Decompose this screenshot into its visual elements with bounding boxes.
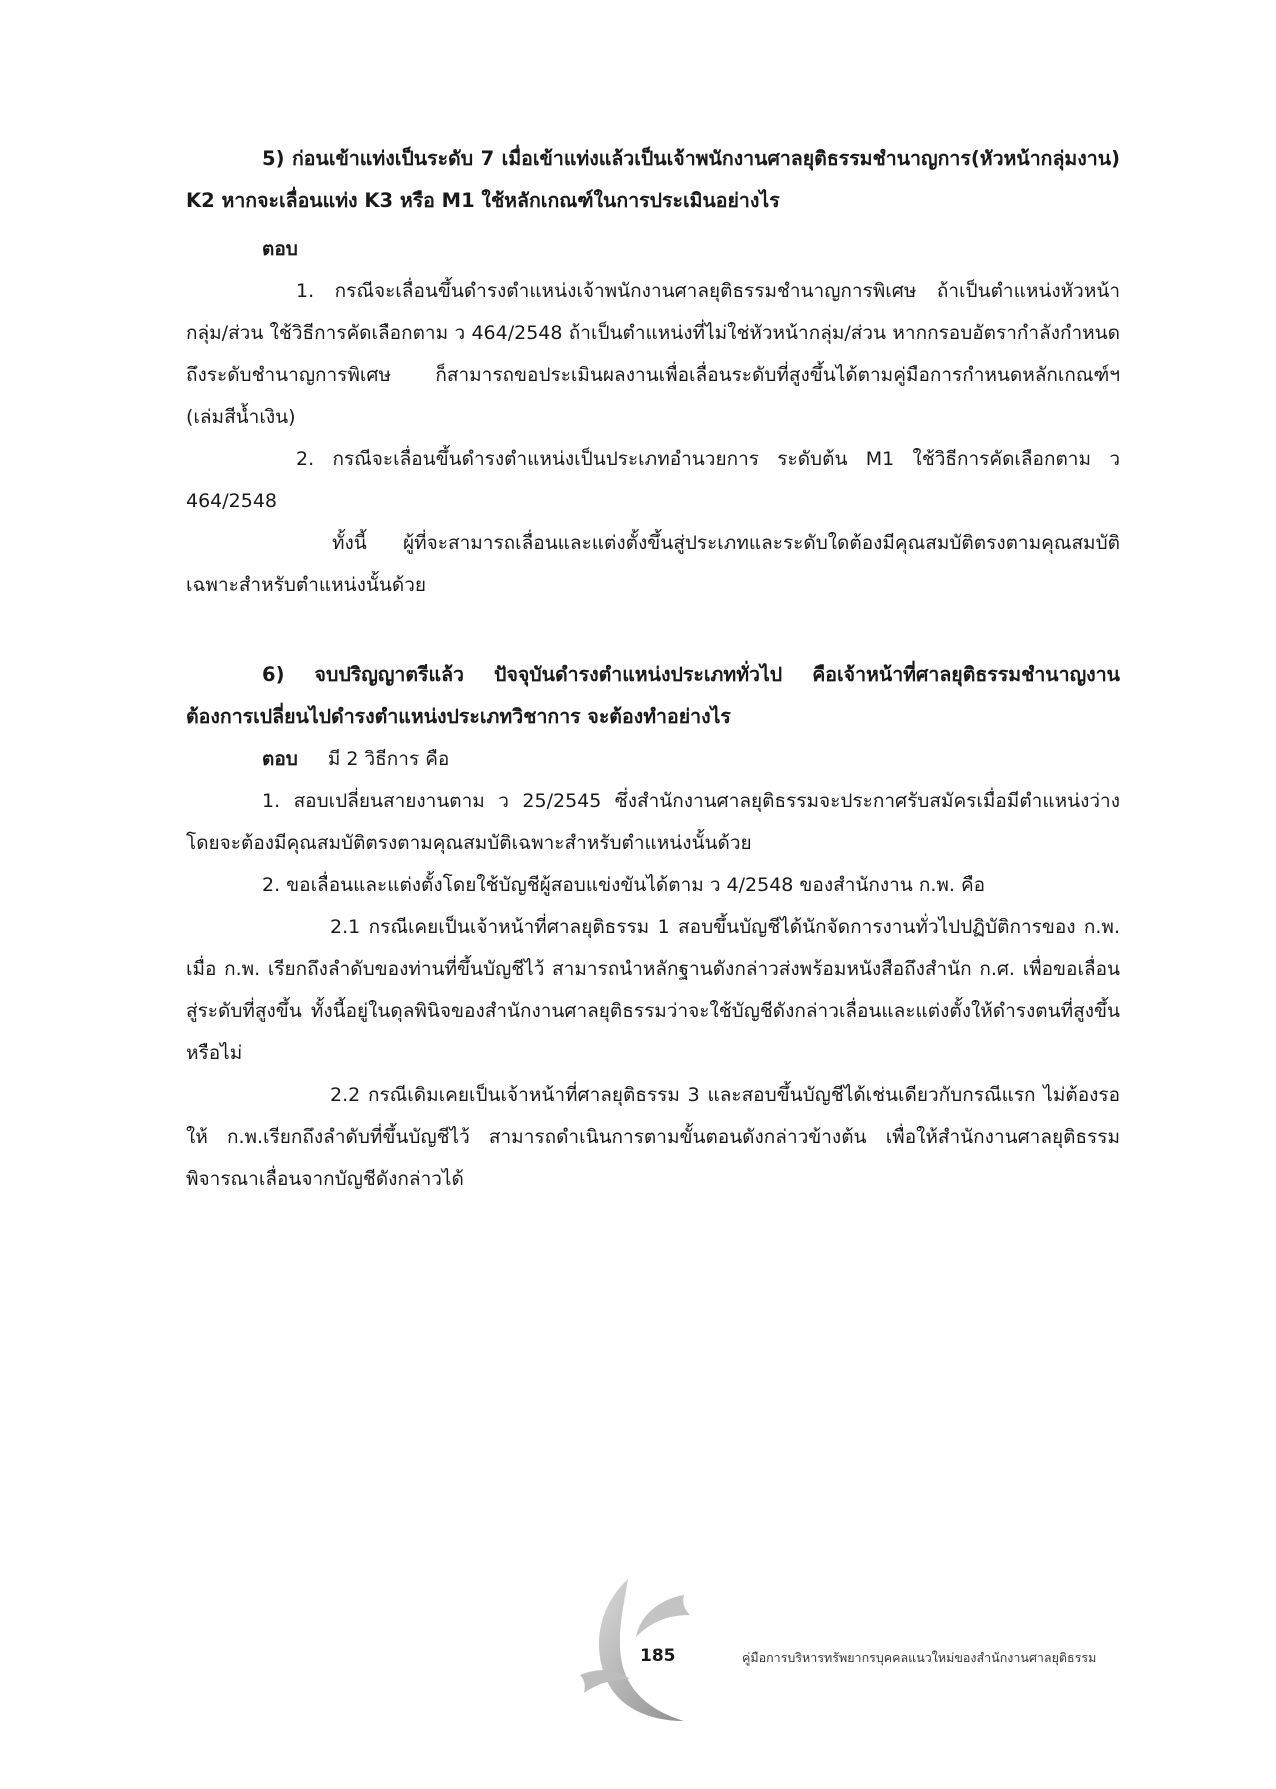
question-5: 5) ก่อนเข้าแท่งเป็นระดับ 7 เมื่อเข้าแท่งแล้วเป็นเจ้าพนักงานศาลยุติธรรมชำนาญการ(หัวหน้ากลุ่มงาน) K2 หากจะเลื่อนแท่ง K3 หรือ M1 ใช้หลักเกณฑ์ในการประเมินอย่างไร: [186, 147, 1120, 212]
answer-6-intro: มี 2 วิธีการ คือ: [327, 748, 450, 770]
answer-label-6: ตอบ: [262, 748, 298, 770]
answer-label-5: ตอบ: [262, 238, 298, 260]
answer-6-item-1: 1. สอบเปลี่ยนสายงานตาม ว 25/2545 ซึ่งสำนักงานศาลยุติธรรมจะประกาศรับสมัครเมื่อมีตำแหน่งว่าง โดยจะต้องมีคุณสมบัติตรงตามคุณสมบัติเฉพาะสำหรับตำแหน่งนั้นด้วย: [186, 790, 1120, 854]
answer-line-6: [262, 738, 1120, 780]
answer-6-item-2-2: 2.2 กรณีเดิมเคยเป็นเจ้าหน้าที่ศาลยุติธรรม 3 และสอบขึ้นบัญชีได้เช่นเดียวกับกรณีแรก ไม่ต้องรอให้ ก.พ.เรียกถึงลำดับที่ขึ้นบัญชีไว้ สามารถดำเนินการตามขั้นตอนดังกล่าวข้างต้น เพื่อให้สำนักงานศาลยุติธรรมพิจารณาเลื่อนจากบัญชีดังกล่าวได้: [186, 1084, 1120, 1190]
section-spacer: [186, 606, 1120, 654]
answer-5-note: ทั้งนี้ ผู้ที่จะสามารถเลื่อนและแต่งตั้งขึ้นสู่ประเภทและระดับใดต้องมีคุณสมบัติตรงตามคุณสมบัติเฉพาะสำหรับตำแหน่งนั้นด้วย: [186, 532, 1120, 596]
answer-6-item-2-1: 2.1 กรณีเคยเป็นเจ้าหน้าที่ศาลยุติธรรม 1 สอบขึ้นบัญชีได้นักจัดการงานทั่วไปปฏิบัติการของ ก.พ. เมื่อ ก.พ. เรียกถึงลำดับของท่านที่ขึ้นบัญชีไว้ สามารถนำหลักฐานดังกล่าวส่งพร้อมหนังสือถึงสำนัก ก.ศ. เพื่อขอเลื่อนสู่ระดับที่สูงขึ้น ทั้งนี้อยู่ในดุลพินิจของสำนักงานศาลยุติธรรมว่าจะใช้บัญชีดังกล่าวเลื่อนและแต่งตั้งให้ดำรงตนที่สูงขึ้นหรือไม่: [186, 916, 1120, 1064]
footer-title: คู่มือการบริหารทรัพยากรบุคคลแนวใหม่ของสำนักงานศาลยุติธรรม: [742, 1650, 1097, 1665]
answer-5-item-2: 2. กรณีจะเลื่อนขึ้นดำรงตำแหน่งเป็นประเภทอำนวยการ ระดับต้น M1 ใช้วิธีการคัดเลือกตาม ว 464/2548: [186, 448, 1120, 512]
answer-5-item-1: 1. กรณีจะเลื่อนขึ้นดำรงตำแหน่งเจ้าพนักงานศาลยุติธรรมชำนาญการพิเศษ ถ้าเป็นตำแหน่งหัวหน้ากลุ่ม/ส่วน ใช้วิธีการคัดเลือกตาม ว 464/2548 ถ้าเป็นตำแหน่งที่ไม่ใช่หัวหน้ากลุ่ม/ส่วน หากกรอบอัตรากำลังกำหนดถึงระดับชำนาญการพิเศษ ก็สามารถขอประเมินผลงานเพื่อเลื่อนระดับที่สูงขึ้นได้ตามคู่มือการกำหนดหลักเกณฑ์ฯ (เล่มสีน้ำเงิน): [186, 280, 1120, 428]
answer-6-item-2: 2. ขอเลื่อนและแต่งตั้งโดยใช้บัญชีผู้สอบแข่งขันได้ตาม ว 4/2548 ของสำนักงาน ก.พ. คือ: [262, 874, 986, 896]
page-content: [186, 138, 1120, 1200]
question-6: 6) จบปริญญาตรีแล้ว ปัจจุบันดำรงตำแหน่งประเภททั่วไป คือเจ้าหน้าที่ศาลยุติธรรมชำนาญงาน ต้องการเปลี่ยนไปดำรงตำแหน่งประเภทวิชาการ จะต้องทำอย่างไร: [186, 663, 1120, 728]
page-number: 185: [640, 1646, 676, 1666]
